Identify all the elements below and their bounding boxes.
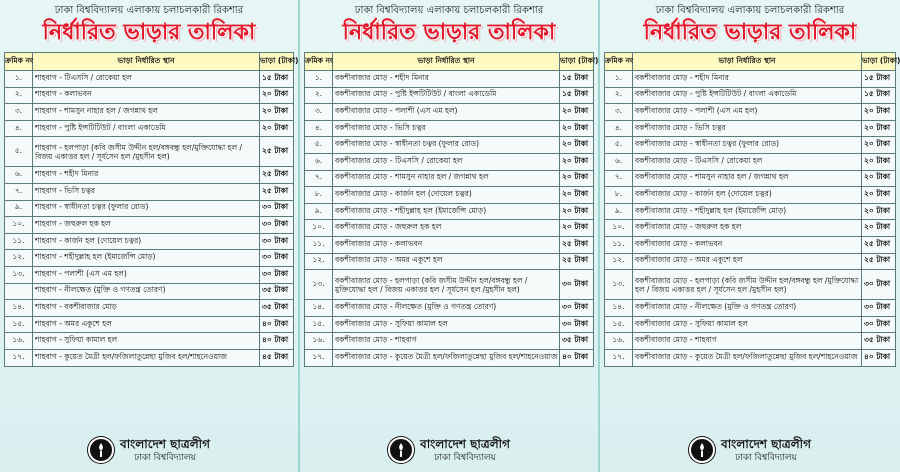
serial-cell: ১৩.: [5, 266, 33, 283]
fare-cell: ৩০ টাকা: [560, 316, 594, 333]
place-cell: বকশীবাজার মোড় - শহীদুল্লাহ হল (ইমার্জেন্সি মোড়): [633, 203, 862, 220]
fare-cell: ২৫ টাকা: [560, 236, 594, 253]
fare-cell: ১৫ টাকা: [560, 71, 594, 88]
fare-cell: ৩৫ টাকা: [260, 283, 294, 300]
table-row: [605, 220, 896, 237]
fare-cell: ২০ টাকা: [260, 104, 294, 121]
place-cell: বকশীবাজার মোড় - শামসুন নাহার হল / জগন্নাথ হল: [633, 170, 862, 187]
serial-cell: ৬.: [5, 167, 33, 184]
fare-table: [4, 52, 299, 367]
table-header-row: [305, 53, 594, 71]
fare-cell: ৩০ টাকা: [862, 270, 896, 300]
fare-cell: ১৫ টাকা: [862, 71, 896, 88]
place-cell: শাহবাগ - শহীদুল্লাহ হল (ইমার্জেন্সি মোড়): [33, 250, 260, 267]
serial-cell: ৭.: [5, 183, 33, 200]
serial-cell: ১.: [5, 71, 33, 88]
serial-cell: ১৪.: [605, 300, 633, 317]
table-header-row: [5, 53, 294, 71]
place-cell: শাহবাগ - ভিসি চত্বর: [33, 183, 260, 200]
table-row: [5, 316, 294, 333]
table-row: [305, 300, 594, 317]
fare-cell: ২০ টাকা: [862, 220, 896, 237]
serial-cell: ৭.: [305, 170, 333, 187]
fare-cell: ২০ টাকা: [560, 170, 594, 187]
serial-cell: ১৪.: [5, 300, 33, 317]
place-cell: বকশীবাজার মোড় - অমর একুশে হল: [333, 253, 560, 270]
table-row: [305, 333, 594, 350]
serial-cell: ১৫.: [305, 316, 333, 333]
serial-cell: ৯.: [5, 200, 33, 217]
torch-icon: [694, 442, 710, 458]
table-row: [305, 270, 594, 300]
serial-cell: ৩.: [5, 104, 33, 121]
place-cell: শাহবাগ - জহুরুল হক হল: [33, 217, 260, 234]
place-cell: বকশীবাজার মোড় - অমর একুশে হল: [633, 253, 862, 270]
serial-cell: ২.: [5, 87, 33, 104]
fare-cell: ৩৫ টাকা: [260, 300, 294, 317]
fare-cell: ৩০ টাকা: [260, 233, 294, 250]
table-row: [5, 266, 294, 283]
fare-cell: ৩০ টাকা: [560, 270, 594, 300]
serial-cell: ৬.: [305, 153, 333, 170]
table-row: [305, 220, 594, 237]
table-row: [605, 137, 896, 154]
fare-table-body: [605, 71, 896, 367]
fare-cell: ২৫ টাকা: [260, 137, 294, 167]
header-serial: ক্রমিক নং: [5, 53, 33, 71]
serial-cell: ১২.: [305, 253, 333, 270]
header-fare: ভাড়া (টাকা): [260, 53, 294, 71]
place-cell: শাহবাগ - শামসুন নাহার হল / জগন্নাথ হল: [33, 104, 260, 121]
table-header-row: [605, 53, 896, 71]
fare-cell: ৩৫ টাকা: [862, 333, 896, 350]
place-cell: শাহবাগ - হলপাড়া (কবি জসীম উদ্দীন হল/বঙ্গবন্ধু হল/মুক্তিযোদ্ধা হল / বিজয় একাত্তর হল / সূর্যসেন হল /মুহসীন হল): [33, 137, 260, 167]
place-cell: বকশীবাজার মোড় - জহুরুল হক হল: [333, 220, 560, 237]
place-cell: বকশীবাজার মোড় - শাহবাগ: [333, 333, 560, 350]
fare-cell: ২০ টাকা: [560, 153, 594, 170]
table-row: [305, 187, 594, 204]
fare-cell: ২৫ টাকা: [260, 167, 294, 184]
organization-subtitle: ঢাকা বিশ্ববিদ্যালয়: [434, 452, 496, 463]
table-row: [605, 153, 896, 170]
place-cell: শাহবাগ - অমর একুশে হল: [33, 316, 260, 333]
place-cell: বকশীবাজার মোড় - স্বাধীনতা চত্বর (ফুলার রোড): [633, 137, 862, 154]
place-cell: বকশীবাজার মোড় - নীলক্ষেত (মুক্তি ও গণতন্ত্র তোরণ): [333, 300, 560, 317]
place-cell: বকশীবাজার মোড় - কুয়েত মৈত্রী হল/ফজিলাতুন্নেছা মুজিব হল/শাহনেওয়াজ: [633, 349, 862, 366]
serial-cell: ১০.: [305, 220, 333, 237]
poster-subtitle: ঢাকা বিশ্ববিদ্যালয় এলাকায় চলাচলকারী রিকশার: [354, 5, 544, 16]
header-place: ভাড়া নির্ধারিত স্থান: [33, 53, 260, 71]
place-cell: শাহবাগ - টিএসসি / রোকেয়া হল: [33, 71, 260, 88]
table-row: [305, 153, 594, 170]
place-cell: বকশীবাজার মোড় - হলপাড়া (কবি জসীম উদ্দীন হল/বঙ্গবন্ধু হল /মুক্তিযোদ্ধা হল / বিজয় একাত্তর হল / সূর্যসেন হল /মুহসীন হল): [633, 270, 862, 300]
table-row: [605, 236, 896, 253]
serial-cell: ১৩.: [605, 270, 633, 300]
place-cell: শাহবাগ - স্বাধীনতা চত্বর (ফুলার রোড): [33, 200, 260, 217]
fare-cell: ২০ টাকা: [260, 120, 294, 137]
serial-cell: ৪.: [605, 120, 633, 137]
serial-cell: ১৬.: [605, 333, 633, 350]
table-row: [305, 71, 594, 88]
place-cell: বকশীবাজার মোড় - হলপাড়া (কবি জসীম উদ্দীন হল/বঙ্গবন্ধু হল /মুক্তিযোদ্ধা হল / বিজয় একাত্তর হল / সূর্যসেন হল /মুহসীন হল): [333, 270, 560, 300]
serial-cell: ৪.: [5, 120, 33, 137]
place-cell: বকশীবাজার মোড় - শামসুন নাহার হল / জগন্নাথ হল: [333, 170, 560, 187]
fare-cell: ৩০ টাকা: [260, 266, 294, 283]
table-row: [605, 170, 896, 187]
table-row: [305, 316, 594, 333]
place-cell: শাহবাগ - কলাভবন: [33, 87, 260, 104]
fare-cell: ৪০ টাকা: [260, 333, 294, 350]
fare-cell: ১৫ টাকা: [260, 71, 294, 88]
fare-cell: ২৫ টাকা: [560, 253, 594, 270]
serial-cell: ১১.: [605, 236, 633, 253]
serial-cell: ৩.: [305, 104, 333, 121]
place-cell: শাহবাগ - সুফিয়া কামাল হল: [33, 333, 260, 350]
serial-cell: ১১.: [5, 233, 33, 250]
organization-name: বাংলাদেশ ছাত্রলীগ: [721, 436, 811, 451]
serial-cell: ১.: [605, 71, 633, 88]
fare-cell: ২০ টাকা: [560, 137, 594, 154]
table-row: [605, 120, 896, 137]
organization-block: [721, 437, 811, 464]
fare-cell: ২০ টাকা: [862, 187, 896, 204]
serial-cell: ১১.: [305, 236, 333, 253]
table-row: [305, 170, 594, 187]
table-row: [305, 120, 594, 137]
serial-cell: ৮.: [605, 187, 633, 204]
fare-cell: ৪০ টাকা: [260, 316, 294, 333]
table-row: [605, 104, 896, 121]
place-cell: বকশীবাজার মোড় - কুয়েত মৈত্রী হল/ফজিলাতুন্নেছা মুজিব হল/শাহনেওয়াজ: [333, 349, 560, 366]
fare-cell: ২০ টাকা: [560, 220, 594, 237]
fare-cell: ১৫ টাকা: [560, 87, 594, 104]
serial-cell: ৭.: [605, 170, 633, 187]
fare-cell: ২০ টাকা: [260, 87, 294, 104]
serial-cell: ২.: [605, 87, 633, 104]
poster-subtitle: ঢাকা বিশ্ববিদ্যালয় এলাকায় চলাচলকারী রিকশার: [655, 5, 845, 16]
organization-logo-icon: [388, 437, 414, 463]
place-cell: বকশীবাজার মোড় - জহুরুল হক হল: [633, 220, 862, 237]
place-cell: শাহবাগ - শহীদ মিনার: [33, 167, 260, 184]
table-row: [305, 349, 594, 366]
table-row: [605, 87, 896, 104]
header-fare: ভাড়া (টাকা): [560, 53, 594, 71]
table-row: [605, 187, 896, 204]
place-cell: বকশীবাজার মোড় - পুষ্টি ইন্সটিটিউট / বাংলা একাডেমি: [333, 87, 560, 104]
table-row: [5, 87, 294, 104]
fare-table: [304, 52, 599, 367]
fare-cell: ২০ টাকা: [862, 170, 896, 187]
organization-logo-icon: [88, 437, 114, 463]
fare-cell: ৩০ টাকা: [560, 300, 594, 317]
fare-cell: ৪০ টাকা: [560, 349, 594, 366]
poster-title: নির্ধারিত ভাড়ার তালিকা: [342, 20, 556, 45]
place-cell: বকশীবাজার মোড় - স্বাধীনতা চত্বর (ফুলার রোড): [333, 137, 560, 154]
organization-subtitle: ঢাকা বিশ্ববিদ্যালয়: [735, 452, 797, 463]
place-cell: বকশীবাজার মোড় - পুষ্টি ইন্সটিটিউট / বাংলা একাডেমি: [633, 87, 862, 104]
place-cell: বকশীবাজার মোড় - টিএসসি / রোকেয়া হল: [333, 153, 560, 170]
serial-cell: ১৭.: [605, 349, 633, 366]
place-cell: শাহবাগ - কুয়েত মৈত্রী হল/ফজিলাতুন্নেছা মুজিব হল/শাহনেওয়াজ: [33, 349, 260, 366]
table-row: [5, 349, 294, 366]
serial-cell: ৩.: [605, 104, 633, 121]
fare-cell: ২০ টাকা: [862, 120, 896, 137]
table-row: [305, 104, 594, 121]
torch-icon: [393, 442, 409, 458]
table-row: [5, 137, 294, 167]
serial-cell: ৫.: [605, 137, 633, 154]
place-cell: শাহবাগ - নীলক্ষেত (মুক্তি ও গণতন্ত্র তোরণ): [33, 283, 260, 300]
place-cell: বকশীবাজার মোড় - শহীদ মিনার: [333, 71, 560, 88]
header-fare: ভাড়া (টাকা): [862, 53, 896, 71]
fare-cell: ৩৫ টাকা: [560, 333, 594, 350]
table-row: [5, 300, 294, 317]
serial-cell: [5, 283, 33, 300]
table-row: [605, 71, 896, 88]
table-row: [5, 333, 294, 350]
footer: [300, 428, 598, 472]
serial-cell: ৫.: [305, 137, 333, 154]
place-cell: বকশীবাজার মোড় - ভিসি চত্বর: [633, 120, 862, 137]
organization-name: বাংলাদেশ ছাত্রলীগ: [120, 436, 210, 451]
table-row: [605, 253, 896, 270]
place-cell: বকশীবাজার মোড় - কার্জন হল (দোয়েল চত্বর): [333, 187, 560, 204]
serial-cell: ১৬.: [305, 333, 333, 350]
place-cell: বকশীবাজার মোড় - পলাশী (এস এম হল): [333, 104, 560, 121]
table-row: [305, 203, 594, 220]
serial-cell: ৫.: [5, 137, 33, 167]
header-place: ভাড়া নির্ধারিত স্থান: [633, 53, 862, 71]
serial-cell: ৯.: [305, 203, 333, 220]
table-row: [605, 300, 896, 317]
table-row: [605, 349, 896, 366]
fare-cell: ২৫ টাকা: [862, 253, 896, 270]
fare-cell: ৩০ টাকা: [862, 316, 896, 333]
table-row: [5, 167, 294, 184]
serial-cell: ১২.: [605, 253, 633, 270]
fare-cell: ২০ টাকা: [560, 203, 594, 220]
fare-panel: [600, 0, 900, 472]
fare-panel: [0, 0, 300, 472]
place-cell: শাহবাগ - কার্জন হল (দোয়েল চত্বর): [33, 233, 260, 250]
place-cell: বকশীবাজার মোড় - ভিসি চত্বর: [333, 120, 560, 137]
serial-cell: ১.: [305, 71, 333, 88]
fare-cell: ২০ টাকা: [862, 203, 896, 220]
poster-subtitle: ঢাকা বিশ্ববিদ্যালয় এলাকায় চলাচলকারী রিকশার: [54, 5, 244, 16]
table-row: [5, 250, 294, 267]
place-cell: বকশীবাজার মোড় - টিএসসি / রোকেয়া হল: [633, 153, 862, 170]
table-row: [605, 333, 896, 350]
serial-cell: ১৫.: [605, 316, 633, 333]
organization-block: [120, 437, 210, 464]
table-row: [305, 137, 594, 154]
header-serial: ক্রমিক নং: [605, 53, 633, 71]
place-cell: বকশীবাজার মোড় - নীলক্ষেত (মুক্তি ও গণতন্ত্র তোরণ): [633, 300, 862, 317]
fare-table-body: [5, 71, 294, 367]
torch-icon: [93, 442, 109, 458]
place-cell: বকশীবাজার মোড় - শহীদ মিনার: [633, 71, 862, 88]
table-row: [5, 183, 294, 200]
serial-cell: ৮.: [305, 187, 333, 204]
fare-cell: ১৫ টাকা: [862, 87, 896, 104]
place-cell: শাহবাগ - বকশীবাজার মোড়: [33, 300, 260, 317]
fare-panel: [300, 0, 600, 472]
organization-subtitle: ঢাকা বিশ্ববিদ্যালয়: [134, 452, 196, 463]
table-row: [305, 87, 594, 104]
fare-cell: ২০ টাকা: [560, 187, 594, 204]
serial-cell: ১৩.: [305, 270, 333, 300]
place-cell: বকশীবাজার মোড় - সুফিয়া কামাল হল: [333, 316, 560, 333]
place-cell: বকশীবাজার মোড় - শাহবাগ: [633, 333, 862, 350]
table-row: [605, 270, 896, 300]
serial-cell: ৯.: [605, 203, 633, 220]
place-cell: বকশীবাজার মোড় - কলাভবন: [633, 236, 862, 253]
fare-cell: ২০ টাকা: [862, 153, 896, 170]
table-row: [5, 233, 294, 250]
place-cell: বকশীবাজার মোড় - সুফিয়া কামাল হল: [633, 316, 862, 333]
place-cell: বকশীবাজার মোড় - কার্জন হল (দোয়েল চত্বর): [633, 187, 862, 204]
footer: [600, 428, 900, 472]
fare-table-body: [305, 71, 594, 367]
table-row: [5, 217, 294, 234]
serial-cell: ১৭.: [5, 349, 33, 366]
serial-cell: ১৬.: [5, 333, 33, 350]
serial-cell: ১৪.: [305, 300, 333, 317]
fare-cell: ৩০ টাকা: [862, 300, 896, 317]
fare-cell: ৪৫ টাকা: [260, 349, 294, 366]
fare-cell: ২০ টাকা: [560, 104, 594, 121]
serial-cell: ৬.: [605, 153, 633, 170]
table-row: [605, 203, 896, 220]
fare-cell: ৩০ টাকা: [260, 200, 294, 217]
fare-table: [604, 52, 900, 367]
fare-cell: ২০ টাকা: [862, 104, 896, 121]
header-serial: ক্রমিক নং: [305, 53, 333, 71]
serial-cell: ১২.: [5, 250, 33, 267]
fare-cell: ৩০ টাকা: [260, 250, 294, 267]
serial-cell: ১০.: [5, 217, 33, 234]
place-cell: শাহবাগ - পুষ্টি ইন্সটিটিউট / বাংলা একাডেমি: [33, 120, 260, 137]
table-row: [5, 120, 294, 137]
table-row: [5, 104, 294, 121]
place-cell: বকশীবাজার মোড় - শহীদুল্লাহ হল (ইমার্জেন্সি মোড়): [333, 203, 560, 220]
poster-title: নির্ধারিত ভাড়ার তালিকা: [42, 20, 256, 45]
serial-cell: ২.: [305, 87, 333, 104]
serial-cell: ১০.: [605, 220, 633, 237]
serial-cell: ১৭.: [305, 349, 333, 366]
organization-name: বাংলাদেশ ছাত্রলীগ: [420, 436, 510, 451]
fare-cell: ২৫ টাকা: [260, 183, 294, 200]
organization-block: [420, 437, 510, 464]
fare-cell: ২৫ টাকা: [862, 236, 896, 253]
fare-cell: ৪০ টাকা: [862, 349, 896, 366]
table-row: [305, 253, 594, 270]
serial-cell: ১৫.: [5, 316, 33, 333]
place-cell: বকশীবাজার মোড় - পলাশী (এস এম হল): [633, 104, 862, 121]
place-cell: বকশীবাজার মোড় - কলাভবন: [333, 236, 560, 253]
organization-logo-icon: [689, 437, 715, 463]
footer: [0, 428, 298, 472]
serial-cell: ৪.: [305, 120, 333, 137]
table-row: [5, 200, 294, 217]
poster-title: নির্ধারিত ভাড়ার তালিকা: [643, 20, 857, 45]
table-row: [5, 283, 294, 300]
header-place: ভাড়া নির্ধারিত স্থান: [333, 53, 560, 71]
table-row: [5, 71, 294, 88]
fare-cell: ৩০ টাকা: [260, 217, 294, 234]
place-cell: শাহবাগ - পলাশী (এস এম হল): [33, 266, 260, 283]
fare-cell: ২০ টাকা: [560, 120, 594, 137]
fare-cell: ২০ টাকা: [862, 137, 896, 154]
table-row: [605, 316, 896, 333]
table-row: [305, 236, 594, 253]
